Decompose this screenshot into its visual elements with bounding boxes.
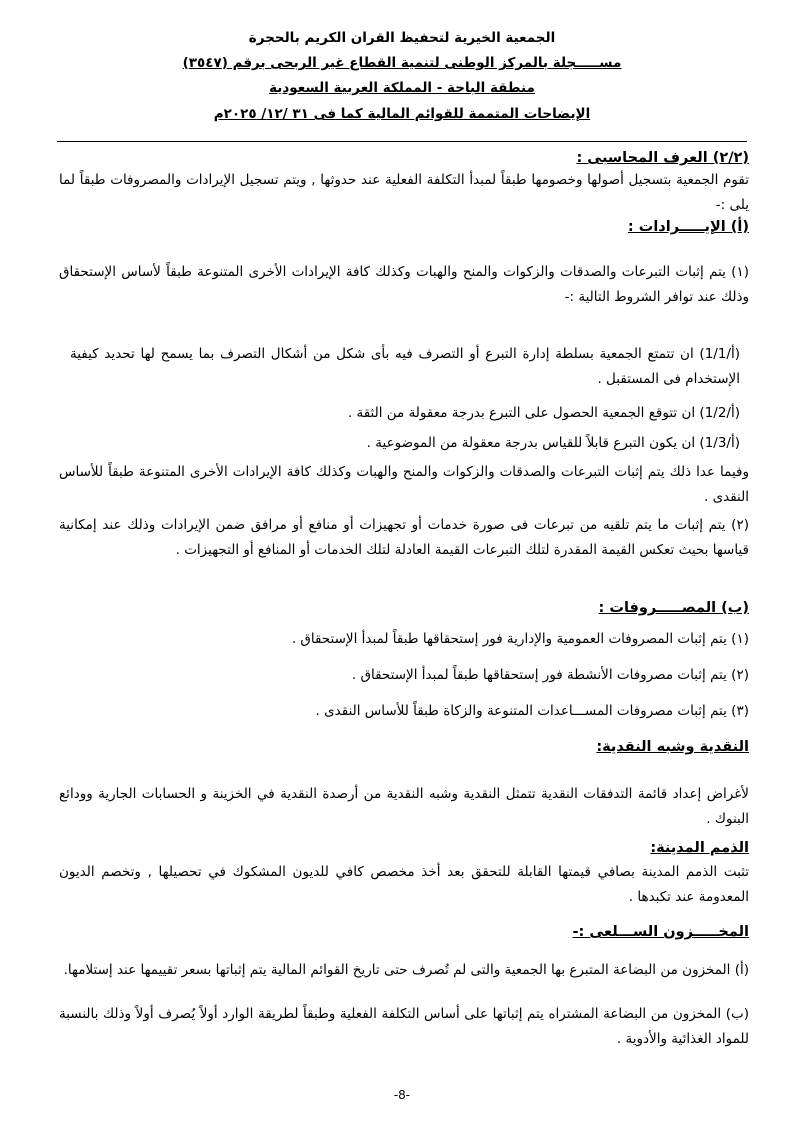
revenues-heading: (أ) الإيـــــرادات : <box>627 219 749 235</box>
cash-paragraph: لأغراض إعداد قائمة التدفقات النقدية تتمثل النقدية وشبه النقدية من أرصدة النقدية في الخزينة و الحسابات الجارية وودائع البنوك . <box>59 786 749 827</box>
expenses-heading: (ب) المصـــــروفات : <box>598 600 749 616</box>
inventory-item-a: (أ) المخزون من البضاعة المتبرع بها الجمعية والتى لم تُصرف حتى تاريخ القوائم المالية يتم إثباتها بسعر تقييمها عند إستلامها. <box>63 962 749 978</box>
revenue-condition-3: (أ/1/3) ان يكون التبرع قابلاً للقياس بدرجة معقولة من الموضوعية . <box>366 435 740 451</box>
expenses-item-1: (١) يتم إثبات المصروفات العمومية والإدارية فور إستحقاقها طبقاً لمبدأ الإستحقاق . <box>291 631 749 647</box>
receivables-heading: الذمم المدينة: <box>650 840 749 856</box>
inventory-heading: المخـــــزون الســـلعى :- <box>572 924 749 940</box>
accounting-policy-heading: (٢/٢) العرف المحاسبى : <box>576 150 749 166</box>
revenues-paragraph-3: (٢) يتم إثبات ما يتم تلقيه من تبرعات فى صورة خدمات أو تجهيزات أو منافع أو مرافق ضمن الإيرادات وذلك عند إمكانية قياسها بحيث تعكس القيمة المقدرة لتلك التبرعات القيمة العادلة لتلك الخدمات أو المنافع أو التجهيزات . <box>59 517 749 558</box>
cash-heading: النقدية وشبه النقدية: <box>596 739 749 755</box>
header-divider <box>57 141 747 142</box>
statement-title: الإيضاحات المتممة للقوائم المالية كما فى ٣١ /١٢/ ٢٠٢٥م <box>213 106 591 122</box>
revenue-condition-2: (أ/1/2) ان تتوقع الجمعية الحصول على التبرع بدرجة معقولة من الثقة . <box>347 405 740 421</box>
region-line: منطقة الباحة - المملكة العربية السعودية <box>269 80 535 96</box>
revenues-paragraph-1: (١) يتم إثبات التبرعات والصدقات والزكوات والمنح والهبات وكذلك كافة الإيرادات الأخرى المتنوعة طبقاً لأساس الإستحقاق وذلك عند توافر الشروط التالية :- <box>59 264 749 305</box>
receivables-paragraph: تثبت الذمم المدينة بصافي قيمتها القابلة للتحقق بعد أخذ مخصص كافي للديون المشكوك في تحصيلها , وتخصم الديون المعدومة عند تكبدها . <box>59 864 749 905</box>
expenses-item-2: (٢) يتم إثبات مصروفات الأنشطة فور إستحقاقها طبقاً لمبدأ الإستحقاق . <box>351 667 749 683</box>
expenses-item-3: (٣) يتم إثبات مصروفات المســـاعدات المتنوعة والزكاة طبقاً للأساس النقدى . <box>315 703 749 719</box>
revenue-condition-1: (أ/1/1) ان تتمتع الجمعية بسلطة إدارة التبرع أو التصرف فيه بأى شكل من أشكال التصرف بما يسمح لها تحديد كيفية الإستخدام فى المستقبل . <box>70 346 740 387</box>
revenues-paragraph-2: وفيما عدا ذلك يتم إثبات التبرعات والصدقات والزكوات والمنح والهبات وكذلك كافة الإيرادات الأخرى المتنوعة طبقاً للأساس النقدى . <box>59 464 749 505</box>
page-number: -8- <box>393 1088 411 1102</box>
registration-line: مســـــجلة بالمركز الوطنى لتنمية القطاع غير الربحى برقم (٣٥٤٧) <box>182 55 622 71</box>
org-name: الجمعية الخيرية لتحفيظ القران الكريم بالحجرة <box>248 30 556 46</box>
inventory-item-b: (ب) المخزون من البضاعة المشتراه يتم إثباتها على أساس التكلفة الفعلية وطبقاً لطريقة الوارد أولاً يُصرف أولاً وذلك بالنسبة للمواد الغذائية والأدوية . <box>59 1006 749 1047</box>
accounting-policy-intro: تقوم الجمعية بتسجيل أصولها وخصومها طبقاً لمبدأ التكلفة الفعلية عند حدوثها , ويتم تسجيل الإيرادات والمصروفات طبقاً لما يلى :- <box>59 172 749 213</box>
